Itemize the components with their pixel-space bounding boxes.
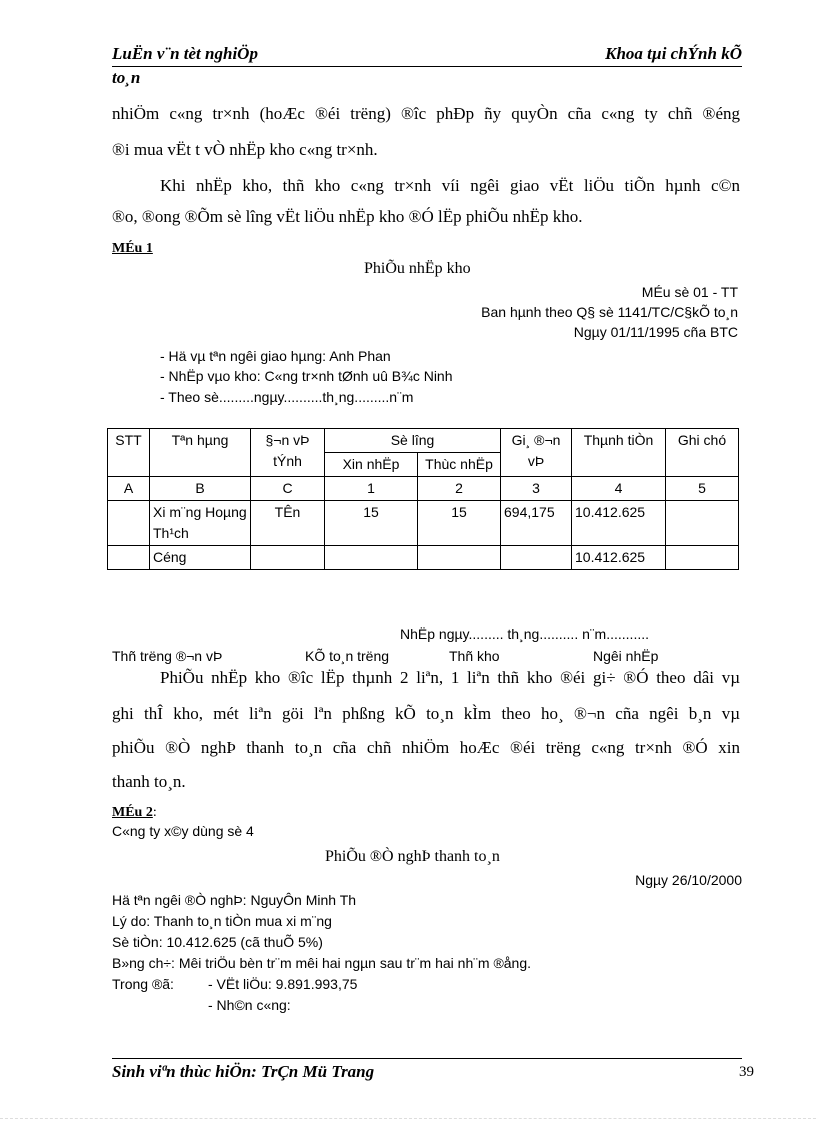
page-edge xyxy=(0,1118,816,1119)
table-header-row xyxy=(108,429,739,453)
row1-price: 694,175 xyxy=(501,501,572,546)
receipt-table xyxy=(107,428,739,570)
code-3: 3 xyxy=(501,477,572,501)
para3-line2: ghi thÎ kho, mét liªn göi lªn phßng kÕ to¸n kÌm theo ho¸ ®¬n cña ngêi b¸n vµ xyxy=(112,704,740,723)
footer-author: Sinh viªn thùc hiÖn: TrÇn Mü Trang xyxy=(112,1062,375,1081)
row1-req: 15 xyxy=(325,501,418,546)
sign-storekeeper: Thñ kho xyxy=(449,648,500,664)
footer-rule xyxy=(112,1058,742,1059)
form2-label-wrap xyxy=(112,805,157,821)
header-qty: Sè lîng xyxy=(325,429,501,453)
header-stt: STT xyxy=(108,429,150,477)
para1-line1: nhiÖm c«ng tr×nh (hoÆc ®éi trëng) ®îc phÐp ñy quyÒn cña c«ng ty chñ ®éng xyxy=(112,104,740,123)
form2-amount-words: B»ng ch÷: Mêi triÖu bèn tr¨m mêi hai ngµn sau tr¨m hai nh¨m ®ång. xyxy=(112,955,532,971)
sign-receiver: Ngêi nhËp xyxy=(593,648,659,664)
form2-company: C«ng ty x©y dùng sè 4 xyxy=(112,823,254,839)
code-4: 4 xyxy=(572,477,666,501)
form1-label: MÉu 1 xyxy=(112,241,153,256)
form1-ref3: Ngµy 01/11/1995 cña BTC xyxy=(573,324,738,340)
code-a: A xyxy=(108,477,150,501)
header-price: Gi¸ ®¬n vÞ xyxy=(501,429,572,477)
header-note: Ghi chó xyxy=(666,429,739,477)
table-code-row xyxy=(108,477,739,501)
form1-ref2: Ban hµnh theo Q§ sè 1141/TC/C§kÕ to¸n xyxy=(481,304,738,320)
header-unit: §¬n vÞ tÝnh xyxy=(251,429,325,477)
table-row xyxy=(108,501,739,546)
form2-labor: - Nh©n c«ng: xyxy=(208,997,291,1013)
form2-label: MÉu 2 xyxy=(112,805,153,820)
row1-act: 15 xyxy=(418,501,501,546)
form2-amount: Sè tiÒn: 10.412.625 (cã thuÕ 5%) xyxy=(112,934,323,950)
header-left-title: LuËn v¨n tèt nghiÖp xyxy=(112,44,258,63)
form2-requester: Hä tªn ngêi ®Ò nghÞ: NguyÔn Minh Th xyxy=(112,892,357,908)
form2-breakdown-label: Trong ®ã: xyxy=(112,976,174,992)
row1-unit: TÊn xyxy=(251,501,325,546)
code-2: 2 xyxy=(418,477,501,501)
total-unit xyxy=(251,546,325,570)
header-req: Xin nhËp xyxy=(325,453,418,477)
para3-line1: PhiÕu nhËp kho ®îc lËp thµnh 2 liªn, 1 liªn thñ kho ®éi gi÷ ®Ó theo dâi vµ xyxy=(160,668,740,687)
row1-name: Xi m¨ng Hoµng Th¹ch xyxy=(150,501,251,546)
row1-stt xyxy=(108,501,150,546)
receipt-date-line: NhËp ngµy......... th¸ng.......... n¨m........... xyxy=(400,626,649,642)
row1-note xyxy=(666,501,739,546)
form1-info1: - Hä vµ tªn ngêi giao hµng: Anh Phan xyxy=(160,348,391,364)
form2-date: Ngµy 26/10/2000 xyxy=(635,872,742,888)
table-total-row xyxy=(108,546,739,570)
page-number: 39 xyxy=(739,1064,754,1080)
total-req xyxy=(325,546,418,570)
header-left-title-cont: to¸n xyxy=(112,68,141,87)
form2-materials: - VËt liÖu: 9.891.993,75 xyxy=(208,976,358,992)
total-label: Céng xyxy=(150,546,251,570)
total-amount: 10.412.625 xyxy=(572,546,666,570)
header-right-title: Khoa tµi chÝnh kÕ xyxy=(605,44,742,63)
sign-head-of-unit: Thñ trëng ®¬n vÞ xyxy=(112,648,223,664)
code-5: 5 xyxy=(666,477,739,501)
header-name: Tªn hµng xyxy=(150,429,251,477)
para3-line4: thanh to¸n. xyxy=(112,772,186,791)
total-act xyxy=(418,546,501,570)
para2-line1: Khi nhËp kho, thñ kho c«ng tr×nh víi ngêi giao vËt liÖu tiÕn hµnh c©n xyxy=(160,176,740,195)
code-b: B xyxy=(150,477,251,501)
total-price xyxy=(501,546,572,570)
code-c: C xyxy=(251,477,325,501)
total-stt xyxy=(108,546,150,570)
header-act: Thùc nhËp xyxy=(418,453,501,477)
form1-title: PhiÕu nhËp kho xyxy=(364,260,471,277)
header-amount: Thµnh tiÒn xyxy=(572,429,666,477)
header-rule xyxy=(112,66,742,67)
total-note xyxy=(666,546,739,570)
sign-chief-accountant: KÕ to¸n trëng xyxy=(305,648,390,664)
para2-line2: ®o, ®ong ®Õm sè lîng vËt liÖu nhËp kho ®Ó lËp phiÕu nhËp kho. xyxy=(112,207,583,226)
row1-amount: 10.412.625 xyxy=(572,501,666,546)
para3-line3: phiÕu ®Ò nghÞ thanh to¸n cña chñ nhiÖm hoÆc ®éi trëng c«ng tr×nh ®Ó xin xyxy=(112,738,740,757)
para1-line2: ®i mua vËt t vÒ nhËp kho c«ng tr×nh. xyxy=(112,140,378,159)
form2-label-colon: : xyxy=(152,805,157,820)
form1-ref1: MÉu sè 01 - TT xyxy=(641,284,738,300)
form2-title: PhiÕu ®Ò nghÞ thanh to¸n xyxy=(325,848,500,865)
code-1: 1 xyxy=(325,477,418,501)
form2-reason: Lý do: Thanh to¸n tiÒn mua xi m¨ng xyxy=(112,913,332,929)
form1-info3: - Theo sè.........ngµy..........th¸ng.........n¨m xyxy=(160,389,414,405)
form1-info2: - NhËp vµo kho: C«ng tr×nh tØnh uû B¾c Ninh xyxy=(160,368,453,384)
